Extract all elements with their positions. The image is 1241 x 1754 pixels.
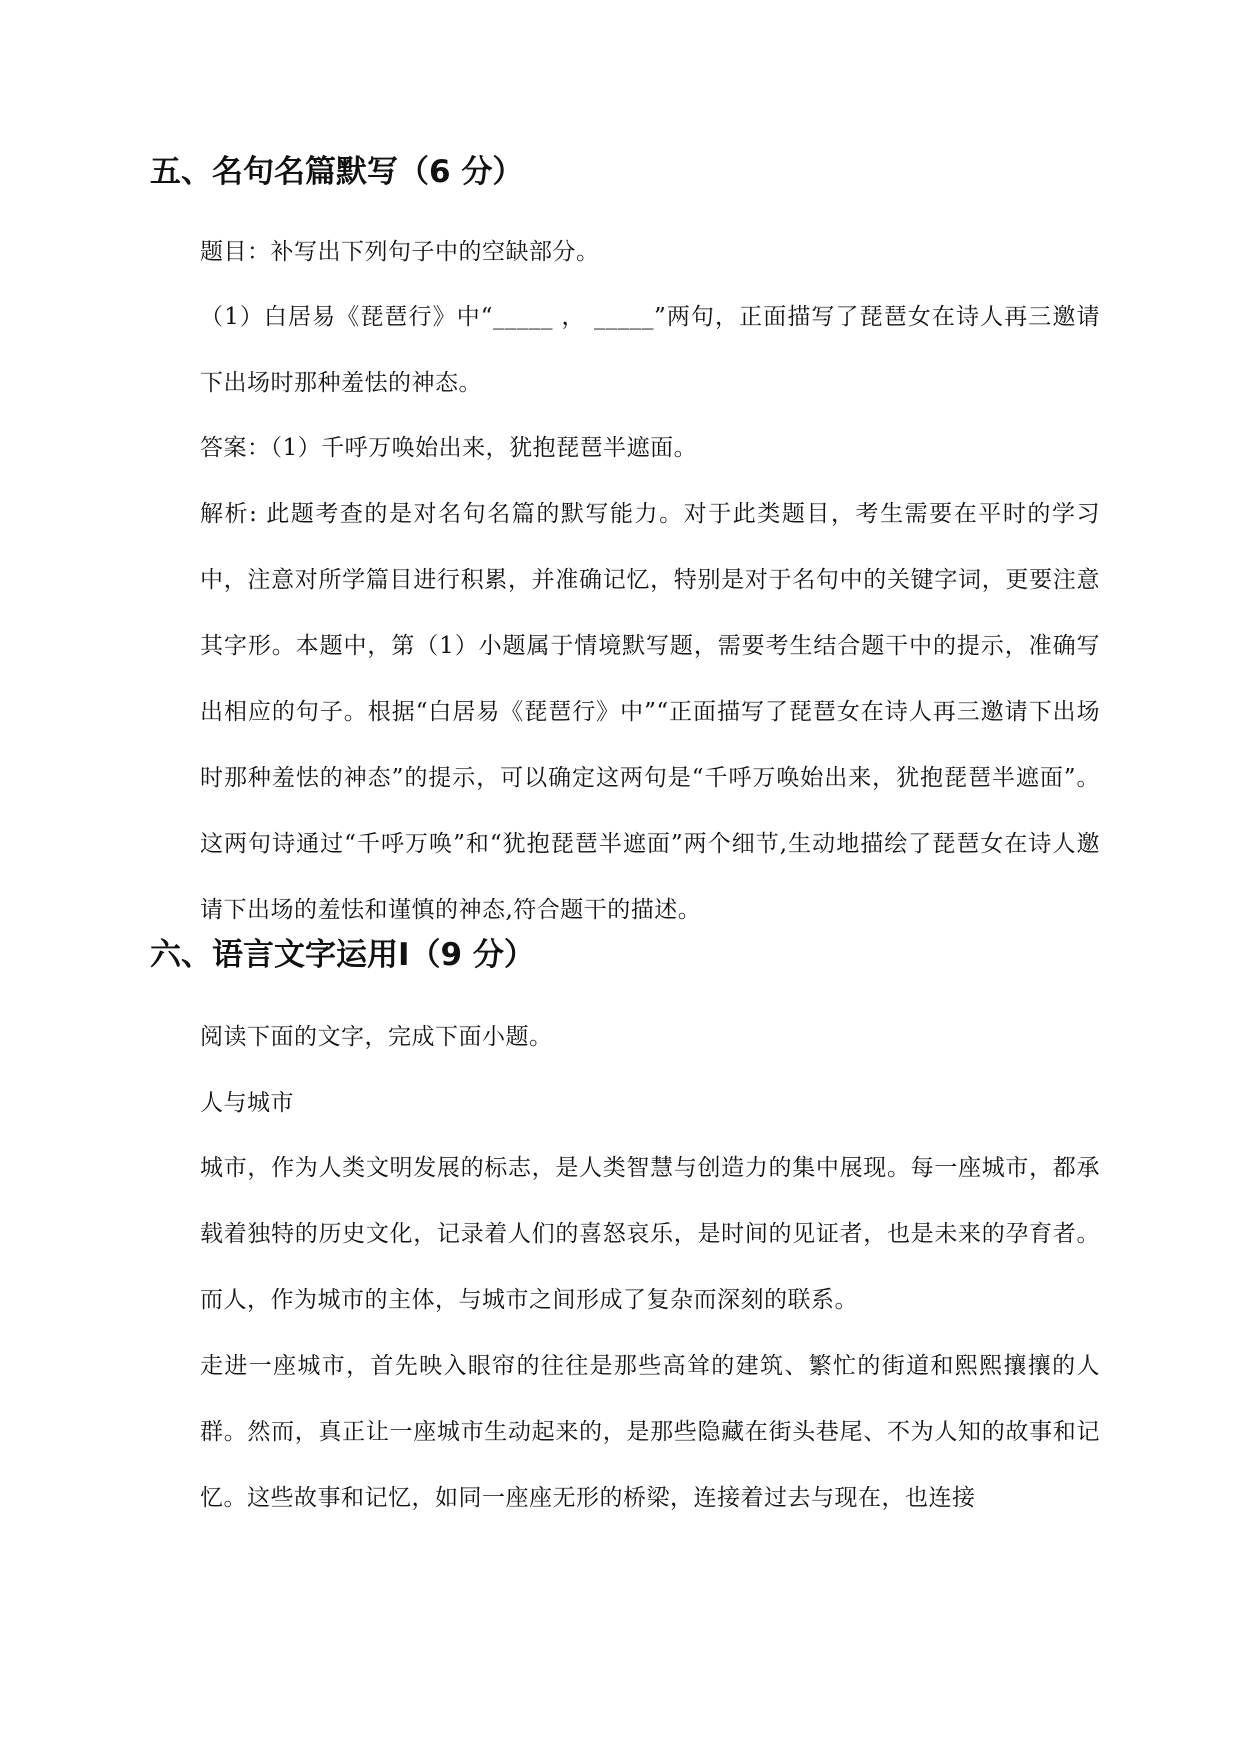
section-6-heading: 六、语言文字运用Ⅰ（9 分）: [150, 937, 535, 973]
section-6-prompt: 阅读下面的文字，完成下面小题。: [200, 1024, 553, 1050]
section-5-question: （1）白居易《琵琶行》中“_____ ， _____”两句，正面描写了琵琶女在诗人再三邀请下出场时那种羞怯的神态。: [200, 304, 1100, 396]
section-5-prompt: 题目：补写出下列句子中的空缺部分。: [200, 239, 600, 265]
section-5-answer: 答案：（1）千呼万唤始出来，犹抱琵琶半遮面。: [200, 435, 698, 461]
passage-title: 人与城市: [200, 1090, 294, 1116]
passage-paragraph-2: 走进一座城市，首先映入眼帘的往往是那些高耸的建筑、繁忙的街道和熙熙攘攘的人群。然而，真正让一座城市生动起来的，是那些隐藏在街头巷尾、不为人知的故事和记忆。这些故事和记忆，如同一座座无形的桥梁，连接着过去与现在，也连接: [200, 1353, 1100, 1511]
passage-paragraph-1: 城市，作为人类文明发展的标志，是人类智慧与创造力的集中展现。每一座城市，都承载着独特的历史文化，记录着人们的喜怒哀乐，是时间的见证者，也是未来的孕育者。而人，作为城市的主体，与城市之间形成了复杂而深刻的联系。: [200, 1155, 1100, 1313]
section-5-heading: 五、名句名篇默写（6 分）: [150, 154, 524, 190]
section-5-analysis: 解析: 此题考查的是对名句名篇的默写能力。对于此类题目，考生需要在平时的学习中，注意对所学篇目进行积累，并准确记忆，特别是对于名句中的关键字词，更要注意其字形。本题中，第（1）小题属于情境默写题，需要考生结合题干中的提示，准确写出相应的句子。根据“白居易《琵琶行》中”“正面描写了琵琶女在诗人再三邀请下出场时那种羞怯的神态”的提示，可以确定这两句是“千呼万唤始出来，犹抱琵琶半遮面”。这两句诗通过“千呼万唤”和“犹抱琵琶半遮面”两个细节,生动地描绘了琵琶女在诗人邀请下出场的羞怯和谨慎的神态,符合题干的描述。: [200, 501, 1100, 923]
